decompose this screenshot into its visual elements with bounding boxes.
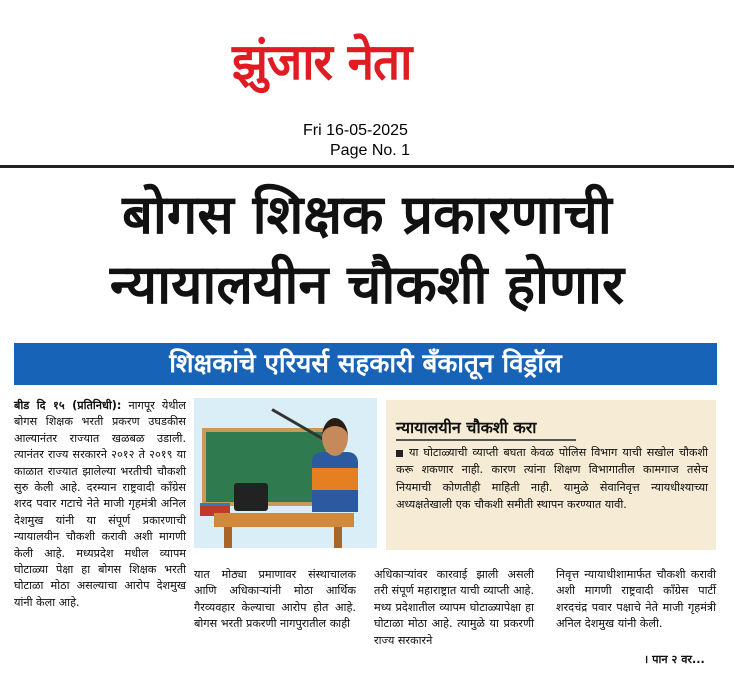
article-column-3: अधिकाऱ्यांवर कारवाई झाली असली तरी संपूर्ण महाराष्ट्रात याची व्याप्ती आहे. मध्य प्रदेशातील व्यापम घोटाळ्यापेक्षा हा घोटाळा मोठा आहे. त्यामुळे या प्रकरणी राज्य सरकारने bbox=[374, 568, 534, 647]
issue-date: Fri 16-05-2025 bbox=[303, 122, 408, 139]
headline-line-2: न्यायालयीन चौकशी होणार bbox=[109, 253, 625, 316]
teacher-book-shape bbox=[312, 468, 358, 490]
masthead bbox=[0, 0, 734, 168]
teacher-head-shape bbox=[322, 418, 348, 456]
page-number: Page No. 1 bbox=[330, 142, 411, 159]
headline-line-1: बोगस शिक्षक प्रकारणाची bbox=[122, 183, 612, 246]
newspaper-logo: झुंजार नेता bbox=[232, 33, 412, 91]
article-column-4: निवृत्त न्यायाधीशामार्फत चौकशी करावी अशी मागणी राष्ट्रवादी कॉंग्रेस पार्टी शरदचंद्र पवार पक्षाचे नेते माजी गृहमंत्री अनिल देशमुख यांनी केली. bbox=[556, 568, 716, 631]
highlight-box-body: या घोटाळ्याची व्याप्ती बघता केवळ पोलिस विभाग याची सखोल चौकशी करू शकणार नाही. कारण त्यांना शिक्षण विभागातील कामगाज तसेच नियमाची कोणतीही माहिती नाही. यामुळे सेवानिवृत्त न्यायधीश्याच्या अध्यक्षतेखाली एक चौकशी समीती स्थापन करण्यात यावी. bbox=[396, 446, 708, 512]
highlight-box-title: न्यायालयीन चौकशी करा bbox=[396, 418, 537, 437]
article-column-1 bbox=[14, 398, 186, 611]
square-bullet-icon bbox=[396, 450, 403, 457]
subheadline-bar: शिक्षकांचे एरियर्स सहकारी बँकातून विड्रॉल bbox=[14, 343, 717, 385]
article-column-2: यात मोठ्या प्रमाणावर संस्थाचालक आणि अधिकाऱ्यांनी मोठा आर्थिक गैरव्यवहार केल्याचा आरोप होत आहे. बोगस भरती प्रकरणी नागपुरातील काही bbox=[194, 568, 356, 631]
desk-shape bbox=[214, 513, 354, 527]
monitor-shape bbox=[234, 483, 268, 511]
desk-leg-shape bbox=[224, 527, 232, 548]
continued-note: । पान २ वर... bbox=[644, 653, 705, 666]
highlight-box bbox=[386, 400, 716, 550]
column-1-text: नागपूर येथील बोगस शिक्षक भरती प्रकरण उघडकीस आल्यानंतर राज्यात खळबळ उडाली. त्यानंतर राज्य सरकारने २०१२ ते २०१९ या काळात राज्यात झालेल्या भरतीची चौकशी सुरु केली आहे. दरम्यान राष्ट्रवादी कॉंग्रेस शरद पवार गटाचे नेते माजी गृहमंत्री अनिल देशमुख यांनी या संपूर्ण प्रकारणाची न्यायालयीन चौकशी करावी अशी मागणी केली आहे. मध्यप्रदेश मधील व्यापम घोटाळ्या पेक्षा हा बोगस शिक्षक भरती घोटाळा मोठा असल्याचा आरोप देशमुख यांनी केला आहे. bbox=[14, 399, 187, 609]
dateline: बीड दि १५ (प्रतिनिधी): bbox=[14, 399, 122, 412]
desk-leg-shape bbox=[334, 527, 342, 548]
highlight-box-text bbox=[396, 444, 708, 514]
teacher-illustration bbox=[194, 398, 377, 548]
highlight-box-rule bbox=[396, 439, 576, 441]
